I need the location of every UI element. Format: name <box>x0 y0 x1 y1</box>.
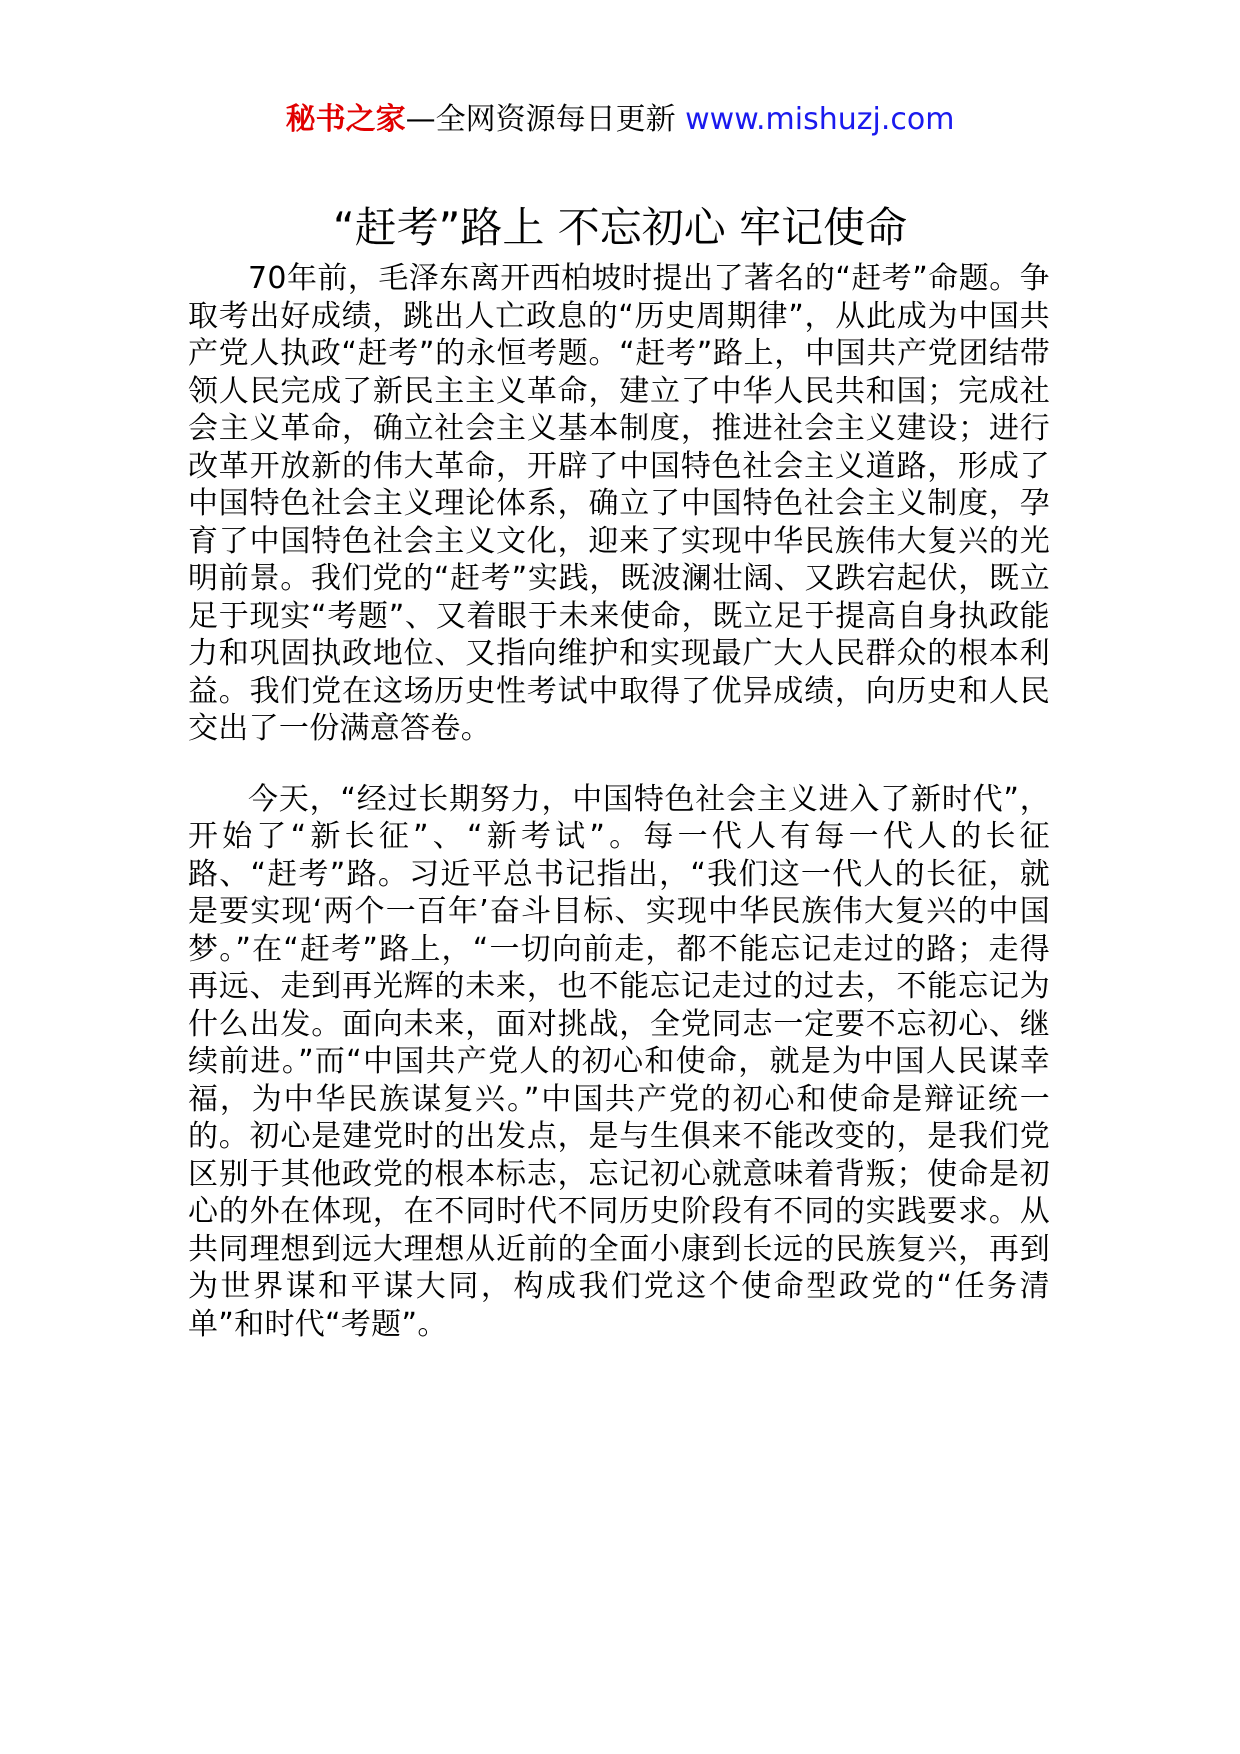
brand-name: 秘书之家 <box>285 102 406 137</box>
header-tagline: —全网资源每日更新 <box>405 102 676 137</box>
page-header <box>0 100 1240 140</box>
paragraph-1: 70年前，毛泽东离开西柏坡时提出了著名的“赶考”命题。争取考出好成绩，跳出人亡政息的“历史周期律”，从此成为中国共产党人执政“赶考”的永恒考题。“赶考”路上，中国共产党团结带领人民完成了新民主主义革命，建立了中华人民共和国；完成社会主义革命，确立社会主义基本制度，推进社会主义建设；进行改革开放新的伟大革命，开辟了中国特色社会主义道路，形成了中国特色社会主义理论体系，确立了中国特色社会主义制度，孕育了中国特色社会主义文化，迎来了实现中华民族伟大复兴的光明前景。我们党的“赶考”实践，既波澜壮阔、又跌宕起伏，既立足于现实“考题”、又着眼于未来使命，既立足于提高自身执政能力和巩固执政地位、又指向维护和实现最广大人民群众的根本利益。我们党在这场历史性考试中取得了优异成绩，向历史和人民交出了一份满意答卷。 <box>188 261 1050 746</box>
site-url-link[interactable]: www.mishuzj.com <box>685 102 955 137</box>
document-body <box>188 260 1050 1376</box>
document-title: “赶考”路上 不忘初心 牢记使命 <box>332 203 908 252</box>
paragraph-2: 今天，“经过长期努力，中国特色社会主义进入了新时代”，开始了“新长征”、“新考试”。每一代人有每一代人的长征路、“赶考”路。习近平总书记指出，“我们这一代人的长征，就是要实现‘两个一百年’奋斗目标、实现中华民族伟大复兴的中国梦。”在“赶考”路上，“一切向前走，都不能忘记走过的路；走得再远、走到再光辉的未来，也不能忘记走过的过去，不能忘记为什么出发。面向未来，面对挑战，全党同志一定要不忘初心、继续前进。”而“中国共产党人的初心和使命，就是为中国人民谋幸福，为中华民族谋复兴。”中国共产党的初心和使命是辩证统一的。初心是建党时的出发点，是与生俱来不能改变的，是我们党区别于其他政党的根本标志，忘记初心就意味着背叛；使命是初心的外在体现，在不同时代不同历史阶段有不同的实践要求。从共同理想到远大理想从近前的全面小康到长远的民族复兴，再到为世界谋和平谋大同，构成我们党这个使命型政党的“任务清单”和时代“考题”。 <box>188 781 1050 1342</box>
